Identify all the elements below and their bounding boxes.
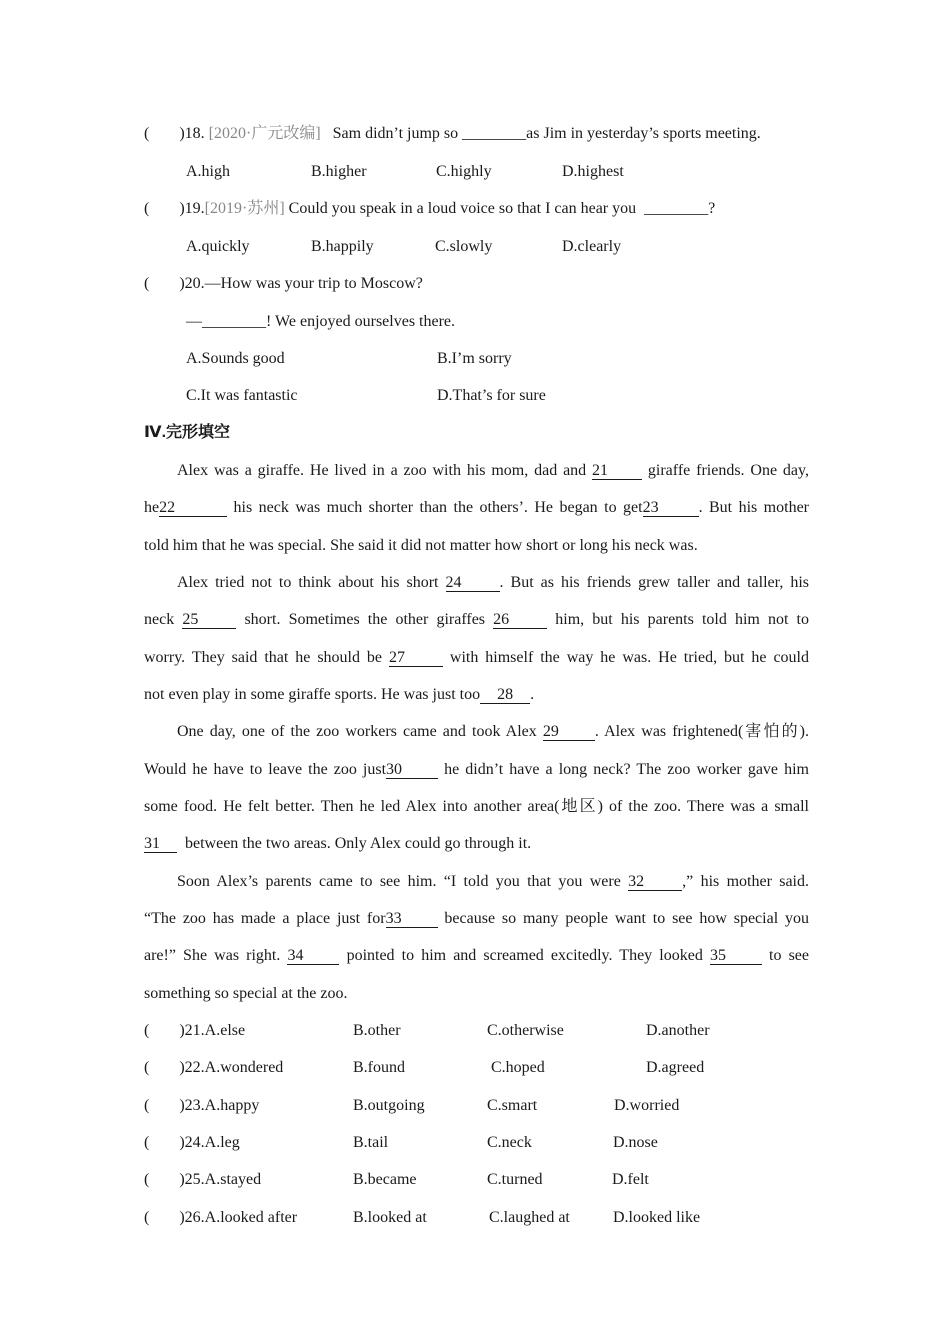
question-blank: ________ xyxy=(202,313,266,330)
passage-line: not even play in some giraffe sports. He was just too 28 . xyxy=(144,686,535,703)
question-23: ( )23.A.happy xyxy=(144,1097,260,1114)
option-d: D.nose xyxy=(613,1134,658,1151)
option-a: A.stayed xyxy=(204,1171,262,1188)
passage-line: Alex was a giraffe. He lived in a zoo with his mom, dad and 21 giraffe friends. One day, xyxy=(177,462,809,479)
question-19 xyxy=(144,199,715,219)
passage-line: worry. They said that he should be 27 with himself the way he was. He tried, but he could xyxy=(144,649,809,666)
question-22: ( )22.A.wondered xyxy=(144,1059,284,1076)
option-a: A.leg xyxy=(204,1134,240,1151)
passage-line: Alex tried not to think about his short 24 . But as his friends grew taller and taller, his xyxy=(177,574,810,591)
option-c: C.highly xyxy=(436,163,492,180)
option-c: C.neck xyxy=(487,1134,532,1151)
question-26: ( )26.A.looked after xyxy=(144,1209,298,1226)
option-c: C.otherwise xyxy=(487,1022,564,1039)
option-d: D.looked like xyxy=(613,1209,701,1226)
option-a: A.Sounds good xyxy=(186,350,285,367)
option-c: C.turned xyxy=(487,1171,543,1188)
answer-paren-open: ( xyxy=(144,200,150,217)
question-24: ( )24.A.leg xyxy=(144,1134,240,1151)
question-text-end: as Jim in yesterday’s sports meeting. xyxy=(526,125,761,142)
option-b: B.looked at xyxy=(353,1209,427,1226)
option-d: D.worried xyxy=(614,1097,680,1114)
option-d: D.another xyxy=(646,1022,710,1039)
blank-24: 24 xyxy=(446,574,500,592)
option-b: B.other xyxy=(353,1022,401,1039)
passage-line: 31 between the two areas. Only Alex could go through it. xyxy=(144,835,532,852)
passage-line: something so special at the zoo. xyxy=(144,985,348,1002)
question-blank: ________ xyxy=(644,200,709,217)
option-a: A.wondered xyxy=(204,1059,284,1076)
blank-21: 21 xyxy=(592,462,642,480)
passage-line: One day, one of the zoo workers came and took Alex 29 . Alex was frightened(害怕的). xyxy=(177,723,809,740)
option-b: B.tail xyxy=(353,1134,389,1151)
question-source: [2020·广元改编] xyxy=(208,125,321,142)
option-c: C.smart xyxy=(487,1097,538,1114)
option-d: D.highest xyxy=(562,163,624,180)
question-18 xyxy=(144,124,761,144)
reply-dash: — xyxy=(186,313,202,330)
blank-26: 26 xyxy=(493,611,547,629)
passage-line: “The zoo has made a place just for33 because so many people want to see how special you xyxy=(144,910,809,927)
answer-paren-close: ) xyxy=(179,275,185,292)
question-prompt: —How was your trip to Moscow? xyxy=(204,275,423,292)
question-text: Could you speak in a loud voice so that I can hear you xyxy=(284,200,641,217)
question-number: 22. xyxy=(184,1059,205,1076)
option-b: B.found xyxy=(353,1059,405,1076)
answer-paren-close: ) xyxy=(179,125,185,142)
question-number: 26. xyxy=(184,1209,205,1226)
blank-25: 25 xyxy=(182,611,236,629)
question-number: 24. xyxy=(184,1134,205,1151)
blank-28: 28 xyxy=(480,686,530,704)
blank-31: 31 xyxy=(144,835,177,853)
question-number: 18. xyxy=(184,125,205,142)
option-c: C.It was fantastic xyxy=(186,387,298,404)
question-number: 20. xyxy=(184,275,205,292)
passage-line: Soon Alex’s parents came to see him. “I told you that you were 32 ,” his mother said. xyxy=(177,873,810,890)
question-25: ( )25.A.stayed xyxy=(144,1171,262,1188)
blank-27: 27 xyxy=(389,649,443,667)
blank-29: 29 xyxy=(543,723,595,741)
passage-line: are!” She was right. 34 pointed to him and screamed excitedly. They looked 35 to see xyxy=(144,947,810,964)
question-20 xyxy=(144,274,423,294)
passage-line: told him that he was special. She said it did not matter how short or long his neck was. xyxy=(144,537,698,554)
option-b: B.higher xyxy=(311,163,367,180)
question-20-reply xyxy=(186,312,455,332)
option-b: B.outgoing xyxy=(353,1097,425,1114)
option-a: A.else xyxy=(204,1022,246,1039)
passage-line: Would he have to leave the zoo just30 he didn’t have a long neck? The zoo worker gave him xyxy=(144,761,809,778)
option-c: C.laughed at xyxy=(489,1209,570,1226)
option-d: D.agreed xyxy=(646,1059,705,1076)
question-number: 21. xyxy=(184,1022,205,1039)
blank-30: 30 xyxy=(386,761,438,779)
option-a: A.quickly xyxy=(186,238,250,255)
reply-text: ! We enjoyed ourselves there. xyxy=(266,313,456,330)
question-number: 23. xyxy=(184,1097,205,1114)
option-d: D.That’s for sure xyxy=(437,387,546,404)
option-d: D.felt xyxy=(612,1171,649,1188)
question-text: Sam didn’t jump so xyxy=(332,125,463,142)
answer-paren-open: ( xyxy=(144,275,150,292)
section-title: Ⅳ.完形填空 xyxy=(144,424,231,441)
blank-34: 34 xyxy=(287,947,339,965)
blank-23: 23 xyxy=(643,499,699,517)
passage-line: neck 25 short. Sometimes the other giraffes 26 him, but his parents told him not to xyxy=(144,611,809,628)
blank-35: 35 xyxy=(710,947,762,965)
blank-22: 22 xyxy=(159,499,227,517)
question-text-end: ? xyxy=(708,200,716,217)
option-c: C.slowly xyxy=(435,238,493,255)
blank-32: 32 xyxy=(628,873,682,891)
answer-paren-open: ( xyxy=(144,125,150,142)
answer-paren-close: ) xyxy=(179,200,185,217)
option-a: A.looked after xyxy=(204,1209,298,1226)
option-d: D.clearly xyxy=(562,238,622,255)
question-number: 19. xyxy=(184,200,205,217)
question-blank: ________ xyxy=(462,125,527,142)
question-number: 25. xyxy=(184,1171,205,1188)
option-b: B.became xyxy=(353,1171,417,1188)
option-b: B.happily xyxy=(311,238,374,255)
blank-33: 33 xyxy=(386,910,438,928)
question-21: ( )21.A.else xyxy=(144,1022,246,1039)
option-b: B.I’m sorry xyxy=(437,350,512,367)
passage-line: he22 his neck was much shorter than the others’. He began to get23 . But his mother xyxy=(144,499,810,516)
option-c: C.hoped xyxy=(491,1059,545,1076)
passage-line: some food. He felt better. Then he led Alex into another area(地区) of the zoo. There was a small xyxy=(144,798,809,815)
option-a: A.happy xyxy=(204,1097,260,1114)
question-source: [2019·苏州] xyxy=(204,200,285,217)
option-a: A.high xyxy=(186,163,230,180)
